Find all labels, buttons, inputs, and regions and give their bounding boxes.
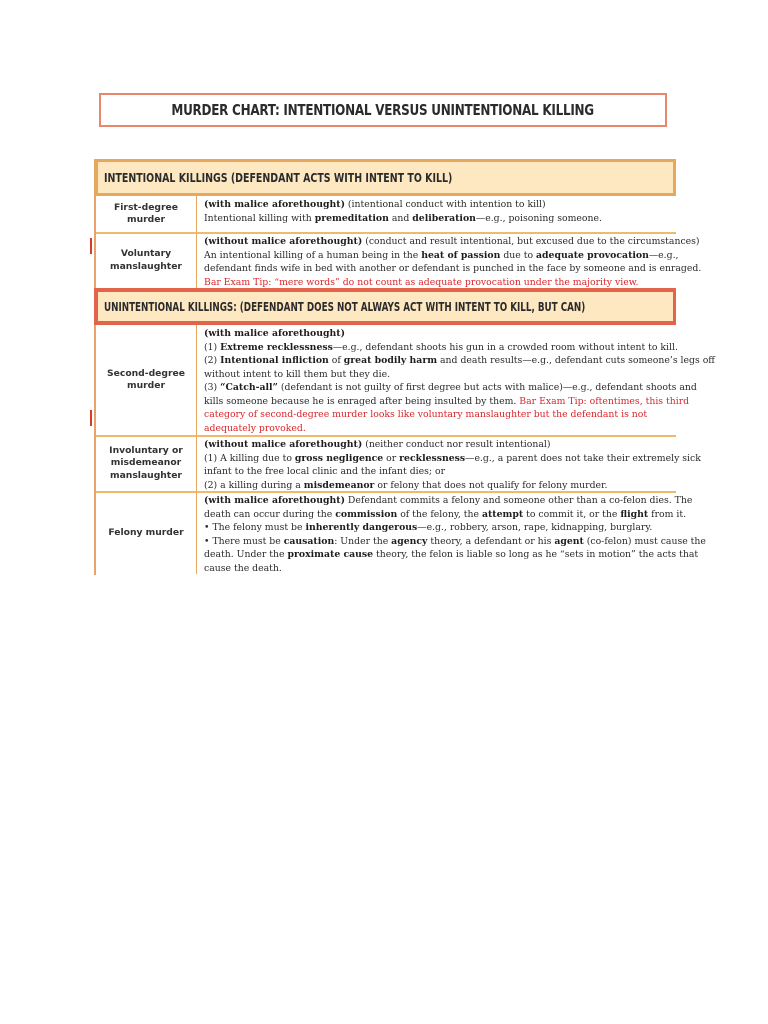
- section-header-unintentional: [94, 288, 676, 325]
- key-term: “Catch-all”: [220, 382, 278, 393]
- key-term: Intentional infliction: [220, 355, 329, 366]
- text-span: Intentional killing with: [204, 212, 315, 224]
- table-row-felony-murder: [96, 492, 706, 574]
- key-term: commission: [335, 508, 398, 520]
- text-span: —e.g.,: [648, 249, 679, 261]
- section-heading: INTENTIONAL KILLINGS (DEFENDANT ACTS WITH INTENT TO KILL): [104, 170, 453, 185]
- row-content: [197, 196, 676, 232]
- text-span: • There must be: [204, 535, 284, 547]
- key-term: gross negligence: [294, 452, 384, 464]
- label-line: manslaughter: [110, 260, 182, 272]
- key-term: deliberation: [412, 212, 476, 224]
- bar-exam-tip: adequately provoked.: [204, 422, 306, 434]
- text-span: death. Under the: [204, 549, 288, 560]
- section-header-intentional: [94, 159, 676, 196]
- key-term: premeditation: [314, 212, 389, 224]
- key-term: adequate provocation: [536, 249, 649, 261]
- text-span: (3): [204, 382, 221, 393]
- key-term: attempt: [481, 508, 524, 520]
- text-span: of the felony, the: [397, 508, 482, 520]
- text-span: due to: [500, 249, 537, 261]
- text-span: kills someone because he is enraged after being insulted by them.: [204, 395, 520, 407]
- row-label: [96, 492, 197, 574]
- label-line: murder: [127, 214, 165, 225]
- bar-exam-tip: Bar Exam Tip: oftentimes, this third: [519, 395, 690, 407]
- row-content: [197, 233, 701, 288]
- malice-status: (without malice aforethought): [204, 236, 363, 247]
- key-term: great bodily harm: [343, 355, 438, 366]
- text-span: (co-felon) must cause the: [583, 535, 706, 547]
- text-span: (2) a killing during a: [204, 479, 304, 491]
- text-span: or felony that does not qualify for felony murder.: [374, 479, 608, 491]
- text-line: without intent to kill them but they die.: [204, 368, 391, 380]
- key-term: inherently dangerous: [305, 522, 418, 533]
- text-span: —e.g., defendant shoots his gun in a crowded room without intent to kill.: [332, 341, 678, 353]
- section-heading: UNINTENTIONAL KILLINGS: (DEFENDANT DOES NOT ALWAYS ACT WITH INTENT TO KILL, BUT CAN): [104, 299, 586, 314]
- text-span: (conduct and result intentional, but excused due to the circumstances): [362, 236, 700, 247]
- row-content: [197, 492, 706, 574]
- malice-status: (with malice aforethought): [204, 328, 345, 339]
- label-line: Involuntary or: [109, 444, 183, 456]
- text-span: or: [383, 452, 400, 464]
- label-line: Felony murder: [108, 526, 184, 538]
- table-row-second-degree-murder: [96, 325, 715, 435]
- text-span: (neither conduct nor result intentional): [362, 439, 551, 450]
- bar-exam-tip: category of second-degree murder looks like voluntary manslaughter but the defendant is not: [204, 409, 648, 420]
- text-span: (defendant is not guilty of first degree but acts with malice)—e.g., defendant shoots and: [277, 382, 697, 393]
- key-term: flight: [620, 508, 649, 520]
- text-span: (2): [204, 355, 221, 366]
- text-span: : Under the: [334, 535, 392, 547]
- text-span: theory, the felon is liable so long as he “sets in motion” the acts that: [373, 549, 699, 560]
- text-span: theory, a defendant or his: [427, 535, 555, 547]
- text-span: (1): [204, 341, 221, 353]
- label-line: murder: [127, 380, 165, 391]
- label-line: manslaughter: [110, 469, 182, 481]
- margin-marker: [90, 238, 92, 254]
- text-span: death can occur during the: [204, 508, 336, 520]
- label-line: Voluntary: [120, 248, 172, 259]
- text-span: An intentional killing of a human being in the: [204, 249, 422, 261]
- bar-exam-tip: Bar Exam Tip: “mere words” do not count as adequate provocation under the majority view.: [204, 276, 639, 288]
- page-title: MURDER CHART: INTENTIONAL VERSUS UNINTENTIONAL KILLING: [171, 101, 595, 119]
- text-span: (intentional conduct with intention to kill): [344, 199, 546, 210]
- text-span: —e.g., poisoning someone.: [475, 212, 602, 224]
- key-term: misdemeanor: [303, 479, 375, 491]
- key-term: proximate cause: [287, 549, 374, 560]
- table-row-first-degree-murder: [96, 196, 676, 232]
- text-line: infant to the free local clinic and the infant dies; or: [204, 466, 446, 477]
- chart-title-box: [99, 93, 667, 127]
- table-row-voluntary-manslaughter: [96, 233, 702, 288]
- label-line: First-degree: [113, 201, 178, 213]
- row-label: [96, 436, 197, 491]
- malice-status: (without malice aforethought): [204, 439, 363, 450]
- text-span: Defendant commits a felony and someone other than a co-felon dies. The: [344, 495, 693, 506]
- row-content: [197, 436, 701, 491]
- malice-status: (with malice aforethought): [204, 199, 345, 210]
- key-term: agency: [391, 535, 428, 547]
- text-span: • The felony must be: [204, 522, 306, 533]
- text-span: (1) A killing due to: [204, 452, 295, 464]
- label-line: misdemeanor: [110, 457, 182, 469]
- text-span: —e.g., a parent does not take their extremely sick: [465, 452, 701, 464]
- text-span: from it.: [648, 508, 687, 520]
- key-term: recklessness: [399, 452, 466, 464]
- key-term: causation: [283, 535, 335, 547]
- table-row-involuntary-manslaughter: [96, 436, 701, 491]
- row-label: [96, 325, 197, 435]
- text-line: defendant finds wife in bed with another or defendant is punched in the face by someone and is enraged.: [204, 263, 702, 274]
- label-line: Second-degree: [107, 367, 185, 379]
- text-span: to commit it, or the: [523, 508, 621, 520]
- text-span: of: [328, 355, 344, 366]
- text-span: —e.g., robbery, arson, rape, kidnapping, burglary.: [417, 522, 653, 533]
- text-span: and: [388, 212, 413, 224]
- malice-status: (with malice aforethought): [204, 495, 345, 506]
- text-span: and death results—e.g., defendant cuts someone’s legs off: [437, 355, 715, 366]
- key-term: heat of passion: [421, 249, 501, 261]
- row-content: [197, 325, 715, 435]
- margin-marker: [90, 410, 92, 426]
- key-term: agent: [554, 535, 584, 547]
- row-label: [96, 196, 197, 232]
- row-label: [96, 233, 197, 288]
- text-line: cause the death.: [204, 562, 282, 574]
- key-term: Extreme recklessness: [220, 341, 333, 353]
